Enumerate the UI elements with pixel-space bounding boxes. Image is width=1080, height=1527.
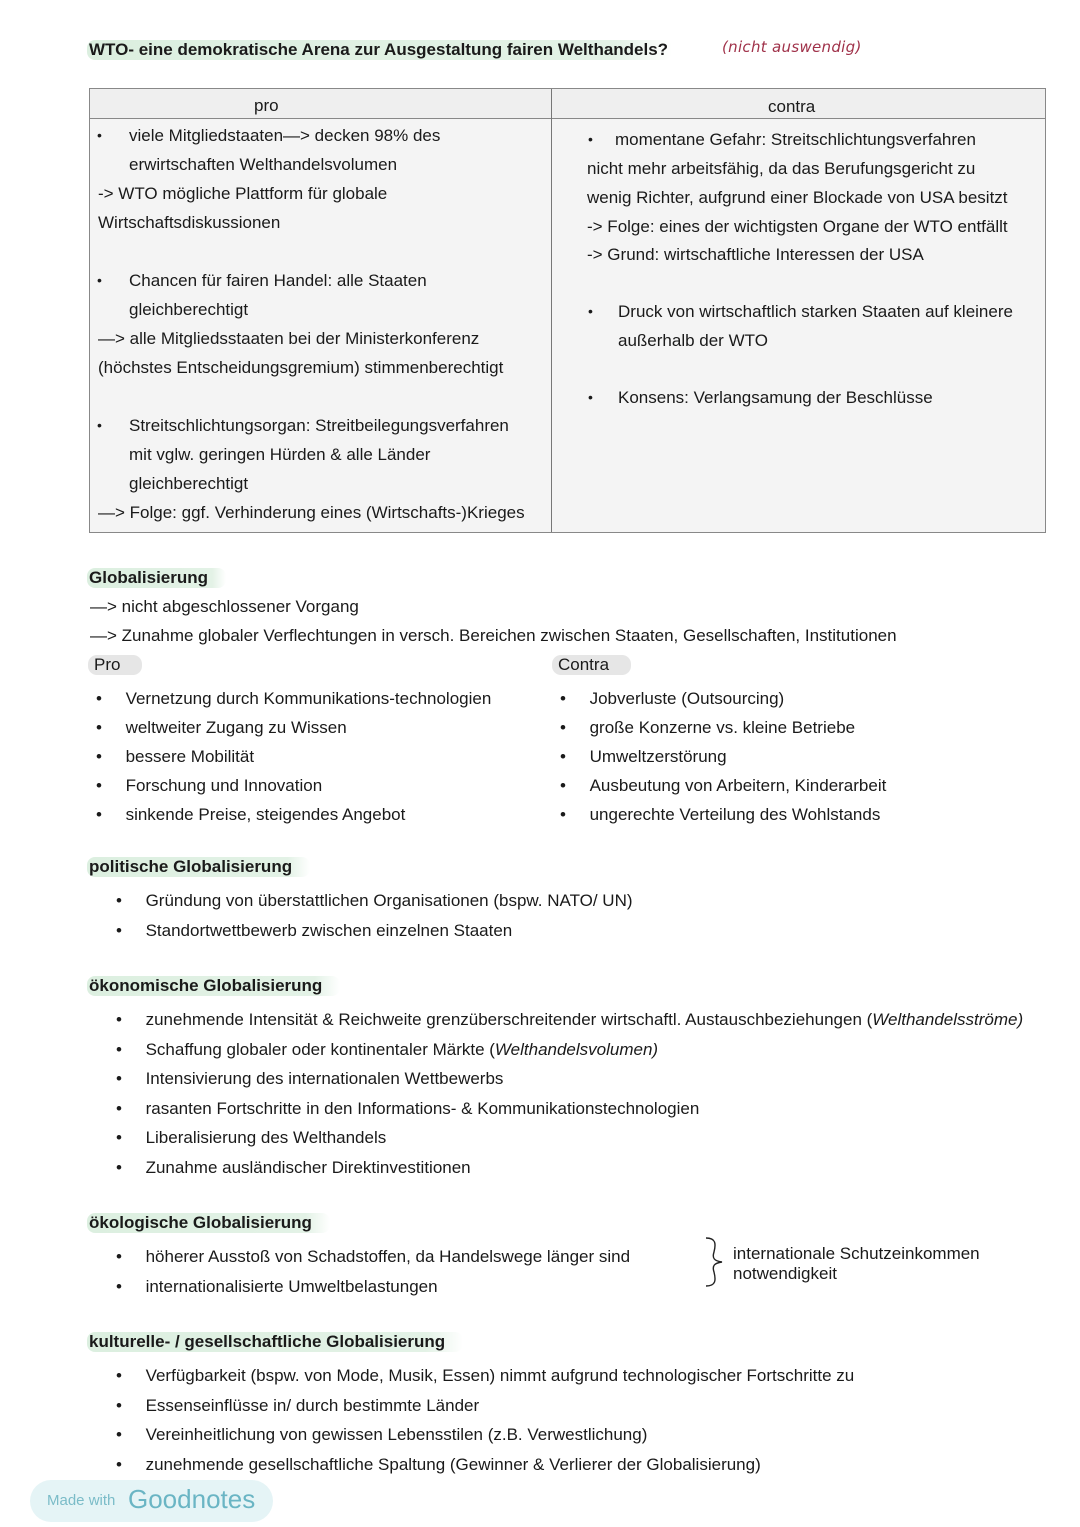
pro-line: viele Mitgliedstaaten—> decken 98% des bbox=[129, 126, 441, 145]
list-item: • weltweiter Zugang zu Wissen bbox=[96, 718, 347, 737]
section-heading: kulturelle- / gesellschaftliche Globalisierung bbox=[87, 1332, 463, 1352]
list-item: • höherer Ausstoß von Schadstoffen, da Handelswege länger sind bbox=[116, 1247, 631, 1266]
item-text: Standortwettbewerb zwischen einzelnen Staaten bbox=[145, 920, 513, 940]
pro-line: mit vglw. geringen Hürden & alle Länder bbox=[129, 445, 431, 464]
list-item: • Essenseinflüsse in/ durch bestimmte Länder bbox=[116, 1395, 480, 1415]
bullet-icon: • bbox=[588, 303, 593, 319]
item-text: Jobverluste (Outsourcing) bbox=[589, 689, 785, 708]
item-text: Zunahme ausländischer Direktinvestitionen bbox=[145, 1157, 471, 1177]
contra-line: Druck von wirtschaftlich starken Staaten auf kleinere bbox=[618, 302, 1013, 321]
item-text: weltweiter Zugang zu Wissen bbox=[125, 718, 347, 737]
list-item: • Verfügbarkeit (bspw. von Mode, Musik, Essen) nimmt aufgrund technologischer Fortschritte zu bbox=[116, 1366, 855, 1385]
contra-header: contra bbox=[768, 97, 816, 116]
page-title: WTO- eine demokratische Arena zur Ausgestaltung fairen Welthandels? bbox=[87, 40, 672, 60]
curly-brace-icon bbox=[702, 1236, 726, 1288]
handwritten-note: (nicht auswendig) bbox=[722, 38, 862, 56]
contra-line: -> Grund: wirtschaftliche Interessen der USA bbox=[587, 245, 924, 264]
pro-line: gleichberechtigt bbox=[129, 474, 249, 493]
bullet-icon: • bbox=[97, 417, 102, 433]
section-heading: politische Globalisierung bbox=[87, 857, 310, 877]
bullet-icon: • bbox=[97, 127, 102, 143]
list-item: • Gründung von überstattlichen Organisationen (bspw. NATO/ UN) bbox=[116, 891, 633, 910]
pro-line: —> alle Mitgliedsstaaten bei der Ministerkonferenz bbox=[98, 329, 480, 348]
item-text: bessere Mobilität bbox=[125, 747, 255, 766]
item-text: ungerechte Verteilung des Wohlstands bbox=[589, 805, 881, 824]
note-line: internationale Schutzeinkommen bbox=[733, 1244, 980, 1263]
contra-line: wenig Richter, aufgrund einer Blockade von USA besitzt bbox=[587, 188, 1008, 207]
pro-line: (höchstes Entscheidungsgremium) stimmenberechtigt bbox=[98, 358, 504, 377]
list-item: • Vernetzung durch Kommunikations-technologien bbox=[96, 689, 492, 708]
item-text: Liberalisierung des Welthandels bbox=[145, 1128, 387, 1148]
pro-label: Pro bbox=[88, 655, 142, 675]
glob-contra-list bbox=[560, 684, 886, 829]
item-text: Gründung von überstattlichen Organisationen (bspw. NATO/ UN) bbox=[145, 891, 633, 910]
pro-line: —> Folge: ggf. Verhinderung eines (Wirtschafts-)Krieges bbox=[98, 503, 525, 522]
item-text: Verfügbarkeit (bspw. von Mode, Musik, Essen) nimmt aufgrund technologischer Fortschritte zu bbox=[145, 1366, 855, 1385]
list-item: • Vereinheitlichung von gewissen Lebensstilen (z.B. Verwestlichung) bbox=[116, 1425, 648, 1445]
contra-line: nicht mehr arbeitsfähig, da das Berufungsgericht zu bbox=[587, 159, 976, 178]
contra-line: Konsens: Verlangsamung der Beschlüsse bbox=[618, 388, 933, 407]
list-item: • zunehmende Intensität & Reichweite grenzüberschreitender wirtschaftl. Austauschbeziehungen (Welthandelsströme) bbox=[116, 1010, 1024, 1029]
contra-line: momentane Gefahr: Streitschlichtungsverfahren bbox=[615, 130, 976, 149]
pro-header: pro bbox=[254, 96, 279, 115]
text-line: —> Zunahme globaler Verflechtungen in versch. Bereichen zwischen Staaten, Gesellschaften, Institutionen bbox=[90, 626, 897, 645]
table-header bbox=[90, 89, 1045, 119]
item-text: Essenseinflüsse in/ durch bestimmte Länder bbox=[145, 1395, 480, 1415]
bullet-icon: • bbox=[97, 272, 102, 288]
item-text: Intensivierung des internationalen Wettbewerbs bbox=[145, 1069, 504, 1089]
contra-label: Contra bbox=[552, 655, 631, 675]
item-italic: Welthandelsvolumen) bbox=[494, 1039, 659, 1059]
item-text: Vereinheitlichung von gewissen Lebensstilen (z.B. Verwestlichung) bbox=[145, 1425, 648, 1445]
contra-line: -> Folge: eines der wichtigsten Organe der WTO entfällt bbox=[587, 217, 1008, 236]
text-line: —> nicht abgeschlossener Vorgang bbox=[90, 597, 359, 616]
list-item: • Ausbeutung von Arbeitern, Kinderarbeit bbox=[560, 776, 887, 795]
list-item: • Umweltzerstörung bbox=[560, 747, 727, 766]
pro-line: Streitschlichtungsorgan: Streitbeilegungsverfahren bbox=[129, 416, 509, 435]
section-heading: ökonomische Globalisierung bbox=[87, 976, 340, 996]
item-text: sinkende Preise, steigendes Angebot bbox=[125, 805, 406, 824]
item-text: höherer Ausstoß von Schadstoffen, da Handelswege länger sind bbox=[145, 1247, 631, 1266]
oek-list bbox=[116, 1005, 1023, 1183]
contra-line: außerhalb der WTO bbox=[618, 331, 768, 350]
item-text: Schaffung globaler oder kontinentaler Märkte ( bbox=[145, 1039, 495, 1059]
list-item: • internationalisierte Umweltbelastungen bbox=[116, 1277, 438, 1296]
bullet-icon: • bbox=[588, 389, 593, 405]
item-text: große Konzerne vs. kleine Betriebe bbox=[589, 718, 856, 737]
item-text: rasanten Fortschritte in den Informations- & Kommunikationstechnologien bbox=[145, 1098, 700, 1118]
brace-note bbox=[733, 1244, 980, 1284]
item-text: internationalisierte Umweltbelastungen bbox=[145, 1277, 438, 1296]
pro-line: Chancen für fairen Handel: alle Staaten bbox=[129, 271, 427, 290]
list-item: • Standortwettbewerb zwischen einzelnen Staaten bbox=[116, 920, 513, 940]
kult-list bbox=[116, 1361, 854, 1480]
list-item: • Zunahme ausländischer Direktinvestitionen bbox=[116, 1157, 471, 1177]
pol-list bbox=[116, 886, 633, 945]
list-item: • rasanten Fortschritte in den Informations- & Kommunikationstechnologien bbox=[116, 1098, 700, 1118]
bullet-icon: • bbox=[588, 131, 593, 147]
list-item: • zunehmende gesellschaftliche Spaltung (Gewinner & Verlierer der Globalisierung) bbox=[116, 1455, 761, 1475]
goodnotes-logo: Goodnotes bbox=[128, 1484, 256, 1514]
glob-pro-list bbox=[96, 684, 491, 829]
list-item: • Jobverluste (Outsourcing) bbox=[560, 689, 785, 708]
list-item: • Schaffung globaler oder kontinentaler Märkte (Welthandelsvolumen) bbox=[116, 1039, 659, 1059]
pro-line: Wirtschaftsdiskussionen bbox=[98, 213, 281, 232]
list-item: • große Konzerne vs. kleine Betriebe bbox=[560, 718, 856, 737]
item-text: Ausbeutung von Arbeitern, Kinderarbeit bbox=[589, 776, 887, 795]
item-text: zunehmende Intensität & Reichweite grenzüberschreitender wirtschaftl. Austauschbeziehungen ( bbox=[145, 1010, 873, 1029]
list-item: • Liberalisierung des Welthandels bbox=[116, 1128, 387, 1148]
pro-line: -> WTO mögliche Plattform für globale bbox=[98, 184, 388, 203]
note-line: notwendigkeit bbox=[733, 1264, 837, 1283]
item-text: Vernetzung durch Kommunikations-technologien bbox=[125, 689, 492, 708]
list-item: • Intensivierung des internationalen Wettbewerbs bbox=[116, 1069, 504, 1089]
item-text: Forschung und Innovation bbox=[125, 776, 323, 795]
made-with-label: Made with bbox=[47, 1492, 116, 1509]
section-heading: Globalisierung bbox=[87, 568, 226, 588]
column-divider bbox=[551, 89, 552, 532]
list-item: • Forschung und Innovation bbox=[96, 776, 323, 795]
goodnotes-badge bbox=[30, 1480, 273, 1522]
item-italic: Welthandelsströme) bbox=[872, 1010, 1024, 1029]
item-text: Umweltzerstörung bbox=[589, 747, 727, 766]
pro-line: erwirtschaften Welthandelsvolumen bbox=[129, 155, 398, 174]
oeko-list bbox=[116, 1242, 630, 1302]
item-text: zunehmende gesellschaftliche Spaltung (Gewinner & Verlierer der Globalisierung) bbox=[145, 1455, 761, 1475]
pro-line: gleichberechtigt bbox=[129, 300, 249, 319]
list-item: • sinkende Preise, steigendes Angebot bbox=[96, 805, 406, 824]
list-item: • bessere Mobilität bbox=[96, 747, 255, 766]
section-heading: ökologische Globalisierung bbox=[87, 1213, 330, 1233]
list-item: • ungerechte Verteilung des Wohlstands bbox=[560, 805, 881, 824]
